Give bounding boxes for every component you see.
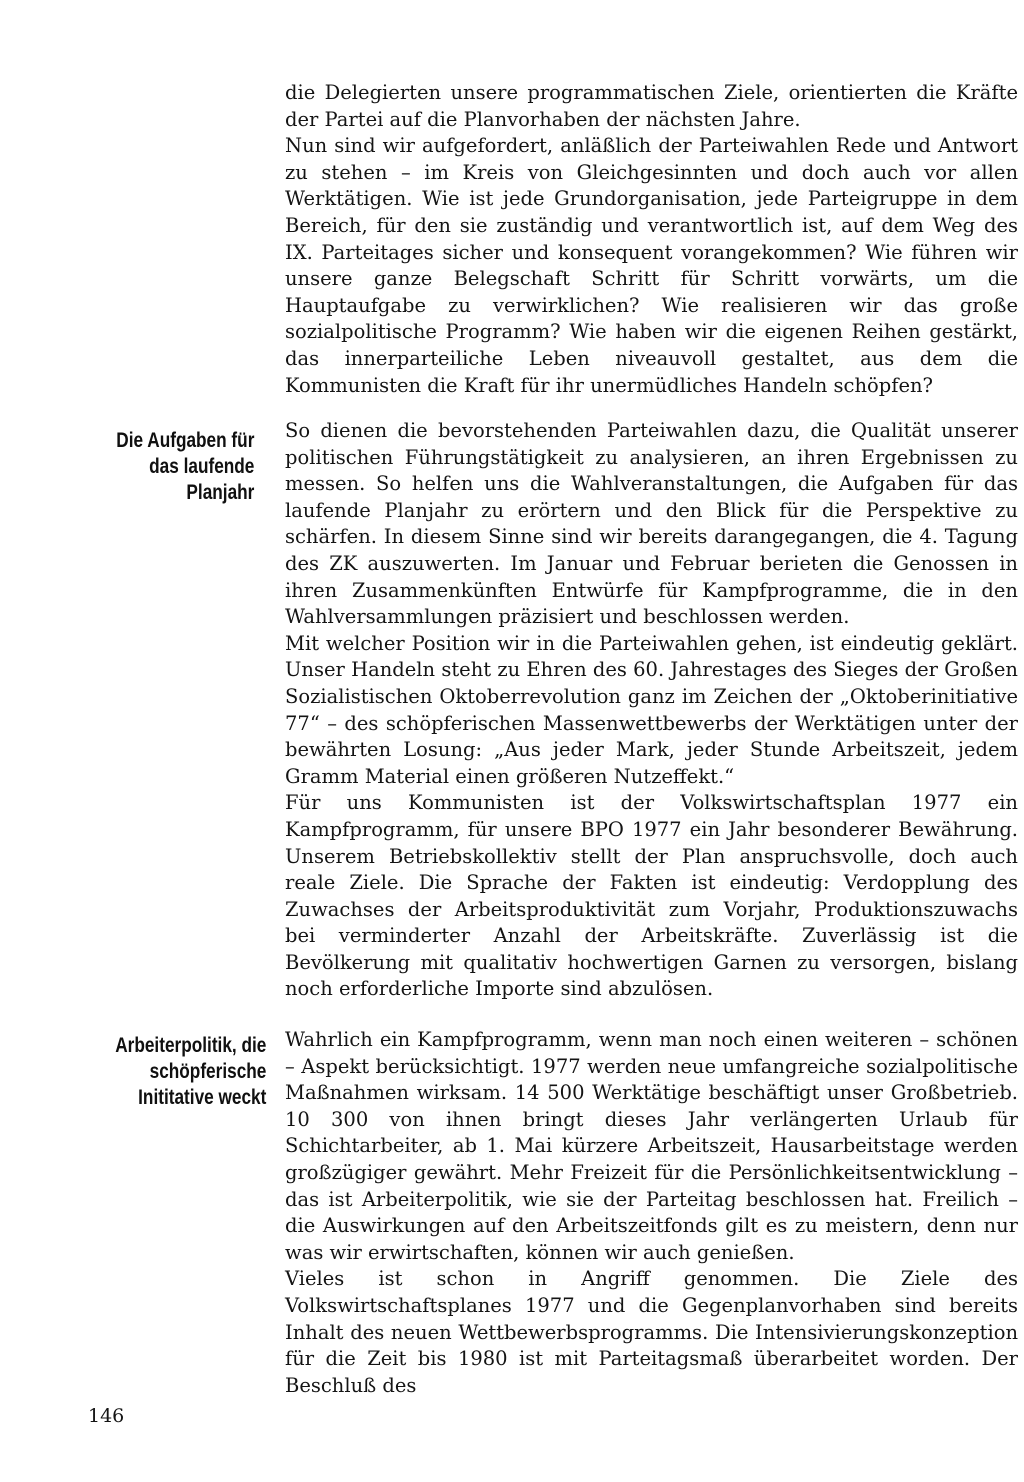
page-number: 146 <box>88 1405 125 1427</box>
paragraph: Wahrlich ein Kampfprogramm, wenn man noch einen weiteren – schönen – Aspekt berücksichtigt. 1977 werden neue umfangreiche sozialpolitische Maßnahmen wirksam. 14 500 Werktätige beschäftigt unser Großbetrieb. 10 300 von ihnen bringt dieses Jahr verlängerten Urlaub für Schichtarbeiter, ab 1. Mai kürzere Arbeitszeit, Hausarbeitstage werden großzügiger gewährt. Mehr Freizeit für die Persönlichkeitsentwicklung – das ist Arbeiterpolitik, wie sie der Parteitag beschlossen hat. Freilich – die Auswirkungen auf den Arbeitszeitfonds gilt es zu meistern, denn nur was wir erwirtschaften, können wir auch genießen. <box>285 1028 1018 1264</box>
margin-heading-line: das laufende <box>148 455 254 478</box>
margin-heading-line: Arbeiterpolitik, die <box>114 1034 266 1057</box>
margin-heading-line: Die Aufgaben für <box>115 429 254 452</box>
margin-heading-line: Inititative weckt <box>137 1086 266 1109</box>
paragraph: Vieles ist schon in Angriff genommen. Die Ziele des Volkswirtschaftsplanes 1977 und die Gegenplanvorhaben sind bereits Inhalt des neuen Wettbewerbsprogramms. Die Intensivierungskonzeption für die Zeit bis 1980 ist mit Parteitagsmaß überarbeitet worden. Der Beschluß des <box>285 1267 1018 1397</box>
margin-heading-aufgaben <box>116 428 254 506</box>
paragraph: Nun sind wir aufgefordert, anläßlich der Parteiwahlen Rede und Antwort zu stehen – im Kreis von Gleichgesinnten und doch auch vor allen Werktätigen. Wie ist jede Grundorganisation, jede Parteigruppe in dem Bereich, für den sie zuständig und verantwortlich ist, auf dem Weg des IX. Parteitages sicher und konsequent vorangekommen? Wie führen wir unsere ganze Belegschaft Schritt für Schritt vorwärts, um die Hauptaufgabe zu verwirklichen? Wie realisieren wir das große sozialpolitische Programm? Wie haben wir die eigenen Reihen gestärkt, das innerparteiliche Leben niveauvoll gestaltet, aus dem die Kommunisten die Kraft für ihr unermüdliches Handeln schöpfen? <box>285 134 1018 397</box>
paragraph: So dienen die bevorstehenden Parteiwahlen dazu, die Qualität unserer politischen Führungstätigkeit zu analysieren, an ihren Ergebnissen zu messen. So helfen uns die Wahlveranstaltungen, die Aufgaben für das laufende Planjahr zu erörtern und den Blick für die Perspektive zu schärfen. In diesem Sinne sind wir bereits darangegangen, die 4. Tagung des ZK auszuwerten. Im Januar und Februar berieten die Genossen in ihren Zusammenkünften Entwürfe für Kampfprogramme, die in den Wahlversammlungen präzisiert und beschlossen werden. <box>285 419 1018 629</box>
margin-heading-arbeiterpolitik <box>115 1033 266 1111</box>
body-text-section-2 <box>285 418 1018 1003</box>
body-text-section-3 <box>285 1027 1018 1399</box>
paragraph: die Delegierten unsere programmatischen Ziele, orientierten die Kräfte der Partei auf die Planvorhaben der nächsten Jahre. <box>285 81 1018 131</box>
margin-heading-line: Planjahr <box>186 481 254 504</box>
paragraph: Für uns Kommunisten ist der Volkswirtschaftsplan 1977 ein Kampfprogramm, für unsere BPO 1977 ein Jahr besonderer Bewährung. Unserem Betriebskollektiv stellt der Plan anspruchsvolle, doch auch reale Ziele. Die Sprache der Fakten ist eindeutig: Verdopplung des Zuwachses der Arbeitsproduktivität zum Vorjahr, Produktionszuwachs bei verminderter Anzahl der Arbeitskräfte. Zuverlässig ist die Bevölkerung mit qualitativ hochwertigen Garnen zu versorgen, bislang noch erforderliche Importe sind abzulösen. <box>285 791 1018 1001</box>
margin-heading-line: schöpferische <box>149 1060 266 1083</box>
body-text-section-1 <box>285 80 1018 399</box>
paragraph: Mit welcher Position wir in die Parteiwahlen gehen, ist eindeutig geklärt. Unser Handeln steht zu Ehren des 60. Jahrestages des Sieges der Großen Sozialistischen Oktoberrevolution ganz im Zeichen der „Oktoberinitiative 77“ – des schöpferischen Massenwettbewerbs der Werktätigen unter der bewährten Losung: „Aus jeder Mark, jeder Stunde Arbeitszeit, jedem Gramm Material einen größeren Nutzeffekt.“ <box>285 631 1018 788</box>
